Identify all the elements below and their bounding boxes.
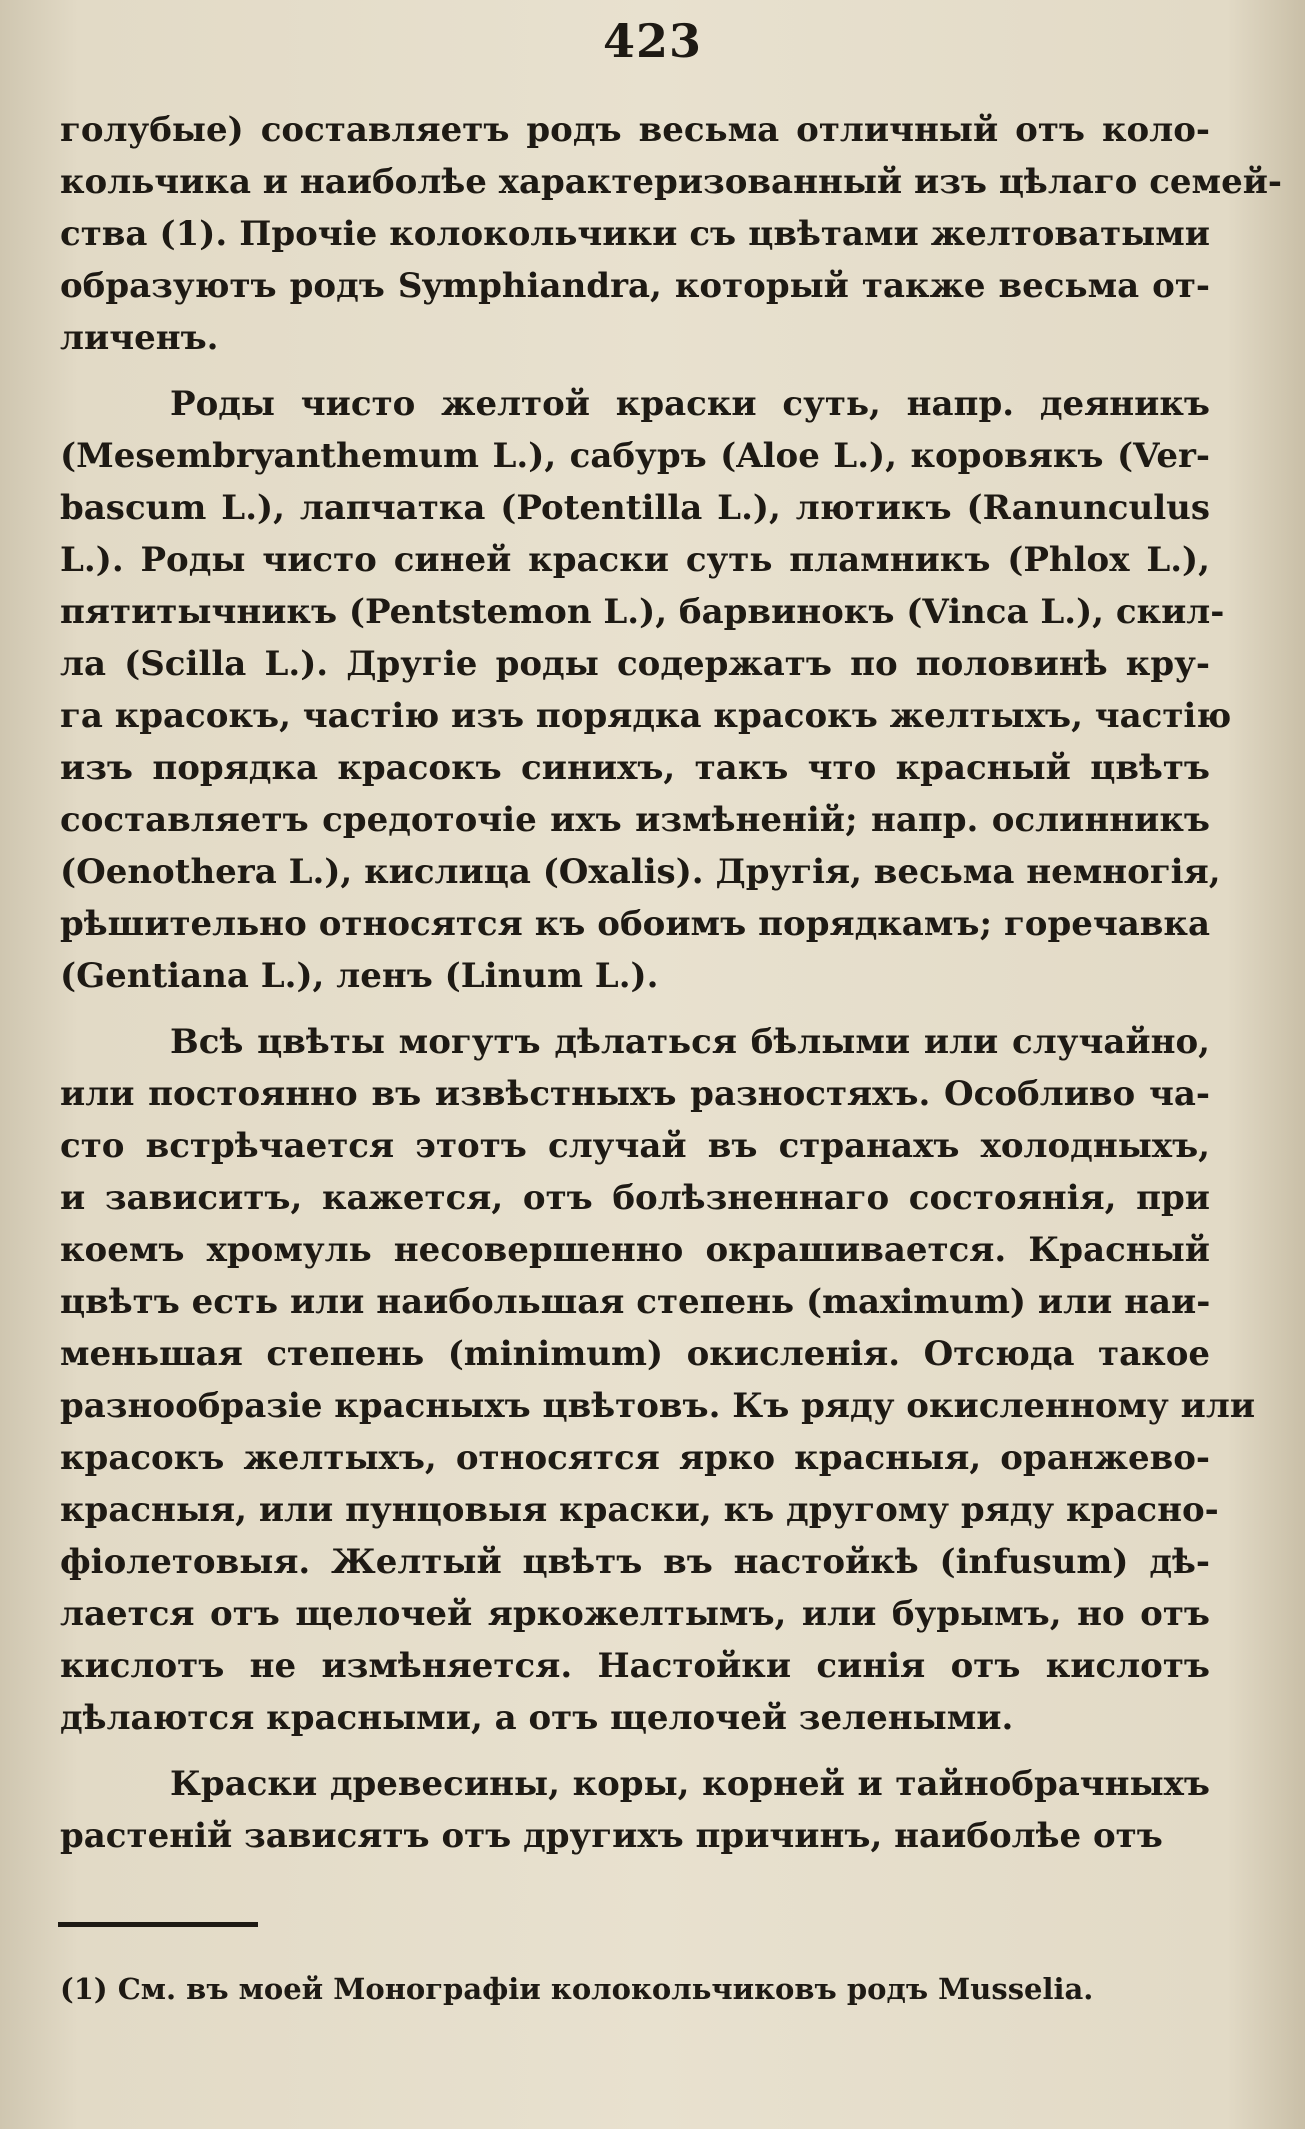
- page-number: 423: [602, 14, 703, 68]
- text-line: красокъ желтыхъ, относятся ярко красныя, оранжево-: [60, 1438, 1210, 1478]
- text-line: bascum L.), лапчатка (Potentilla L.), лютикъ (Ranunculus: [60, 488, 1210, 528]
- text-line: фіолетовыя. Желтый цвѣтъ въ настойкѣ (infusum) дѣ-: [60, 1542, 1210, 1582]
- text-line: личенъ.: [60, 318, 219, 358]
- text-line: красныя, или пунцовыя краски, къ другому ряду красно-: [60, 1490, 1219, 1530]
- text-line: кислотъ не измѣняется. Настойки синія отъ кислотъ: [60, 1646, 1210, 1686]
- text-line: образуютъ родъ Symphiandra, который также весьма от-: [60, 266, 1210, 306]
- text-line: га красокъ, частію изъ порядка красокъ желтыхъ, частію: [60, 696, 1232, 736]
- text-line: Всѣ цвѣты могутъ дѣлаться бѣлыми или случайно,: [170, 1022, 1210, 1062]
- text-line: голубые) составляетъ родъ весьма отличный отъ коло-: [60, 110, 1210, 150]
- text-line: цвѣтъ есть или наибольшая степень (maximum) или наи-: [60, 1282, 1211, 1322]
- text-line: (Gentiana L.), ленъ (Linum L.).: [60, 956, 659, 996]
- text-line: лается отъ щелочей яркожелтымъ, или бурымъ, но отъ: [60, 1594, 1210, 1634]
- footnote: (1) См. въ моей Монографіи колокольчиковъ родъ Musselia.: [60, 1972, 1094, 2006]
- paragraph: [60, 1758, 1210, 1862]
- paragraph: [60, 378, 1232, 1002]
- text-line: (Oenothera L.), кислица (Oxalis). Другія, весьма немногія,: [60, 852, 1221, 892]
- text-line: или постоянно въ извѣстныхъ разностяхъ. Особливо ча-: [60, 1074, 1210, 1114]
- text-line: составляетъ средоточіе ихъ измѣненій; напр. ослинникъ: [60, 800, 1210, 840]
- paragraph: [60, 1016, 1256, 1744]
- text-line: рѣшительно относятся къ обоимъ порядкамъ; горечавка: [60, 904, 1210, 944]
- footnote-divider: [58, 1922, 258, 1927]
- text-line: разнообразіе красныхъ цвѣтовъ. Къ ряду окисленному или: [60, 1386, 1256, 1426]
- text-line: сто встрѣчается этотъ случай въ странахъ холодныхъ,: [60, 1126, 1210, 1166]
- text-line: меньшая степень (minimum) окисленія. Отсюда такое: [60, 1334, 1210, 1374]
- text-line: L.). Роды чисто синей краски суть пламникъ (Phlox L.),: [60, 540, 1210, 580]
- text-line: кольчика и наиболѣе характеризованный изъ цѣлаго семей-: [60, 162, 1283, 202]
- text-line: ла (Scilla L.). Другіе роды содержатъ по половинѣ кру-: [60, 644, 1210, 684]
- text-line: Краски древесины, коры, корней и тайнобрачныхъ: [170, 1764, 1210, 1804]
- text-line: растеній зависятъ отъ другихъ причинъ, наиболѣе отъ: [60, 1816, 1163, 1856]
- text-line: коемъ хромуль несовершенно окрашивается. Красный: [60, 1230, 1210, 1270]
- text-line: и зависитъ, кажется, отъ болѣзненнаго состоянія, при: [60, 1178, 1210, 1218]
- body-text: [60, 104, 1283, 1862]
- text-line: (Mesembryanthemum L.), сабуръ (Aloe L.), коровякъ (Ver-: [60, 436, 1210, 476]
- text-line: изъ порядка красокъ синихъ, такъ что красный цвѣтъ: [60, 748, 1210, 788]
- paragraph: [60, 104, 1283, 364]
- text-line: дѣлаются красными, а отъ щелочей зелеными.: [60, 1698, 1014, 1738]
- text-line: Роды чисто желтой краски суть, напр. дeяникъ: [170, 384, 1210, 424]
- text-line: ства (1). Прочіе колокольчики съ цвѣтами желтоватыми: [60, 214, 1210, 254]
- text-line: пятитычникъ (Pentstemon L.), барвинокъ (Vinca L.), скил-: [60, 592, 1225, 632]
